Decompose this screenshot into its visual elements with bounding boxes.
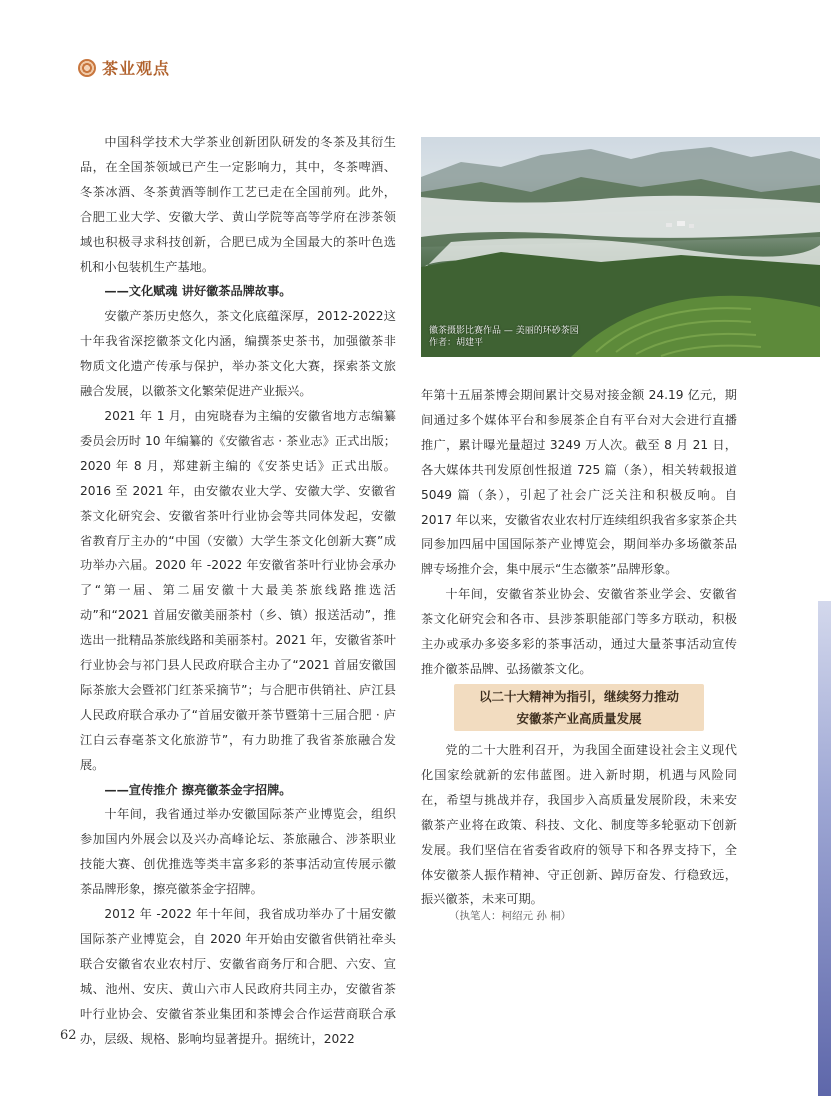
caption-author: 作者：胡建平 bbox=[429, 338, 484, 348]
right-column-bottom bbox=[421, 738, 737, 912]
paragraph-continued: 年第十五届茶博会期间累计交易对接金额 24.19 亿元，期间通过多个媒体平台和参展茶企自有平台对大会进行直播推广，累计曝光量超过 3249 万人次。截至 8 月 21 日，各大媒体共刊发原创性报道 725 篇（条），相关转载报道 5049 篇（条），引起了社会广泛关注和积极反响。自 2017 年以来，安徽省农业农村厅连续组织我省多家茶企共同参加四届中国国际茶产业博览会，期间举办多场徽茶品牌专场推介会，集中展示“生态徽茶”品牌形象。 bbox=[421, 388, 737, 577]
heading-line-1: 以二十大精神为指引，继续努力推动 bbox=[478, 688, 679, 704]
left-column bbox=[80, 130, 396, 1052]
subheading-culture: ——文化赋魂 讲好徽茶品牌故事。 bbox=[104, 284, 292, 299]
paragraph: 安徽产茶历史悠久，茶文化底蕴深厚，2012-2022这十年我省深挖徽茶文化内涵，编撰茶史茶书，加强徽茶非物质文化遗产传承与保护，举办茶文化大赛，探索茶文旅融合发展，以徽茶文化繁荣促进产业振兴。 bbox=[80, 309, 396, 399]
tea-logo-icon bbox=[78, 59, 96, 77]
tea-garden-photo bbox=[421, 137, 820, 357]
section-header bbox=[78, 56, 170, 79]
paragraph: 2012 年 -2022 年十年间，我省成功举办了十届安徽国际茶产业博览会，自 2020 年开始由安徽省供销社牵头联合安徽省农业农村厅、安徽省商务厅和合肥、六安、宣城、池州、安庆、黄山六市人民政府共同主办，安徽省茶叶行业协会、安徽省茶业集团和茶博会合作运营商联合承办，层级、规格、影响均显著提升。据统计，2022 bbox=[80, 907, 396, 1046]
section-title: 茶业观点 bbox=[102, 59, 171, 78]
paragraph: 中国科学技术大学茶业创新团队研发的冬茶及其衍生品，在全国茶领域已产生一定影响力，其中，冬茶啤酒、冬茶冰酒、冬茶黄酒等制作工艺已走在全国前列。此外，合肥工业大学、安徽大学、黄山学院等高等学府在涉茶领域也积极寻求科技创新，合肥已成为全国最大的茶叶色选机和小包装机生产基地。 bbox=[80, 135, 396, 274]
section-heading-box bbox=[454, 684, 704, 731]
paragraph: 十年间，我省通过举办安徽国际茶产业博览会，组织参加国内外展会以及兴办高峰论坛、茶旅融合、涉茶职业技能大赛、创优推选等类丰富多彩的茶事活动宣传展示徽茶品牌形象，擦亮徽茶金字招牌。 bbox=[80, 807, 396, 897]
author-credit: （执笔人：柯绍元 孙 桐） bbox=[449, 910, 572, 922]
heading-line-2: 安徽茶产业高质量发展 bbox=[516, 710, 642, 726]
paragraph: 党的二十大胜利召开，为我国全面建设社会主义现代化国家绘就新的宏伟蓝图。进入新时期，机遇与风险同在，希望与挑战并存，我国步入高质量发展阶段，未来安徽茶产业将在政策、科技、文化、制度等多轮驱动下创新发展。我们坚信在省委省政府的领导下和各界支持下，全体安徽茶人振作精神、守正创新、踔厉奋发、行稳致远，振兴徽茶，未来可期。 bbox=[421, 743, 737, 907]
caption-title: 徽茶摄影比赛作品 — 美丽的环砂茶园 bbox=[429, 326, 579, 336]
subheading-promotion: ——宣传推介 擦亮徽茶金字招牌。 bbox=[104, 782, 292, 797]
page-number: 62 bbox=[60, 1028, 77, 1043]
photo-caption bbox=[429, 325, 579, 349]
paragraph: 十年间，安徽省茶业协会、安徽省茶业学会、安徽省茶文化研究会和各市、县涉茶职能部门等多方联动，积极主办或承办多姿多彩的茶事活动，通过大量茶事活动宣传推介徽茶品牌、弘扬徽茶文化。 bbox=[421, 587, 737, 676]
decorative-side-strip bbox=[818, 601, 831, 1096]
paragraph: 2021 年 1 月，由宛晓春为主编的安徽省地方志编纂委员会历时 10 年编纂的《安徽省志 · 茶业志》正式出版；2020 年 8 月，郑建新主编的《安茶史话》正式出版。2016 至 2021 年，由安徽农业大学、安徽大学、安徽省茶文化研究会、安徽省茶叶行业协会等共同体发起，安徽省教育厅主办的“中国（安徽）大学生茶文化创新大赛”成功举办六届。2020 年 -2022 年安徽省茶叶行业协会承办了“第一届、第二届安徽十大最美茶旅线路推选活动”和“2021 首届安徽美丽茶村（乡、镇）报送活动”，推选出一批精品茶旅线路和美丽茶村。2021 年，安徽省茶叶行业协会与祁门县人民政府联合主办了“2021 首届安徽国际茶旅大会暨祁门红茶采摘节”；与合肥市供销社、庐江县人民政府联合承办了“首届安徽开茶节暨第十三届合肥 · 庐江白云春毫茶文化旅游节”，有力助推了我省茶旅融合发展。 bbox=[80, 408, 396, 772]
landscape-illustration bbox=[421, 137, 820, 357]
right-column bbox=[421, 383, 737, 682]
